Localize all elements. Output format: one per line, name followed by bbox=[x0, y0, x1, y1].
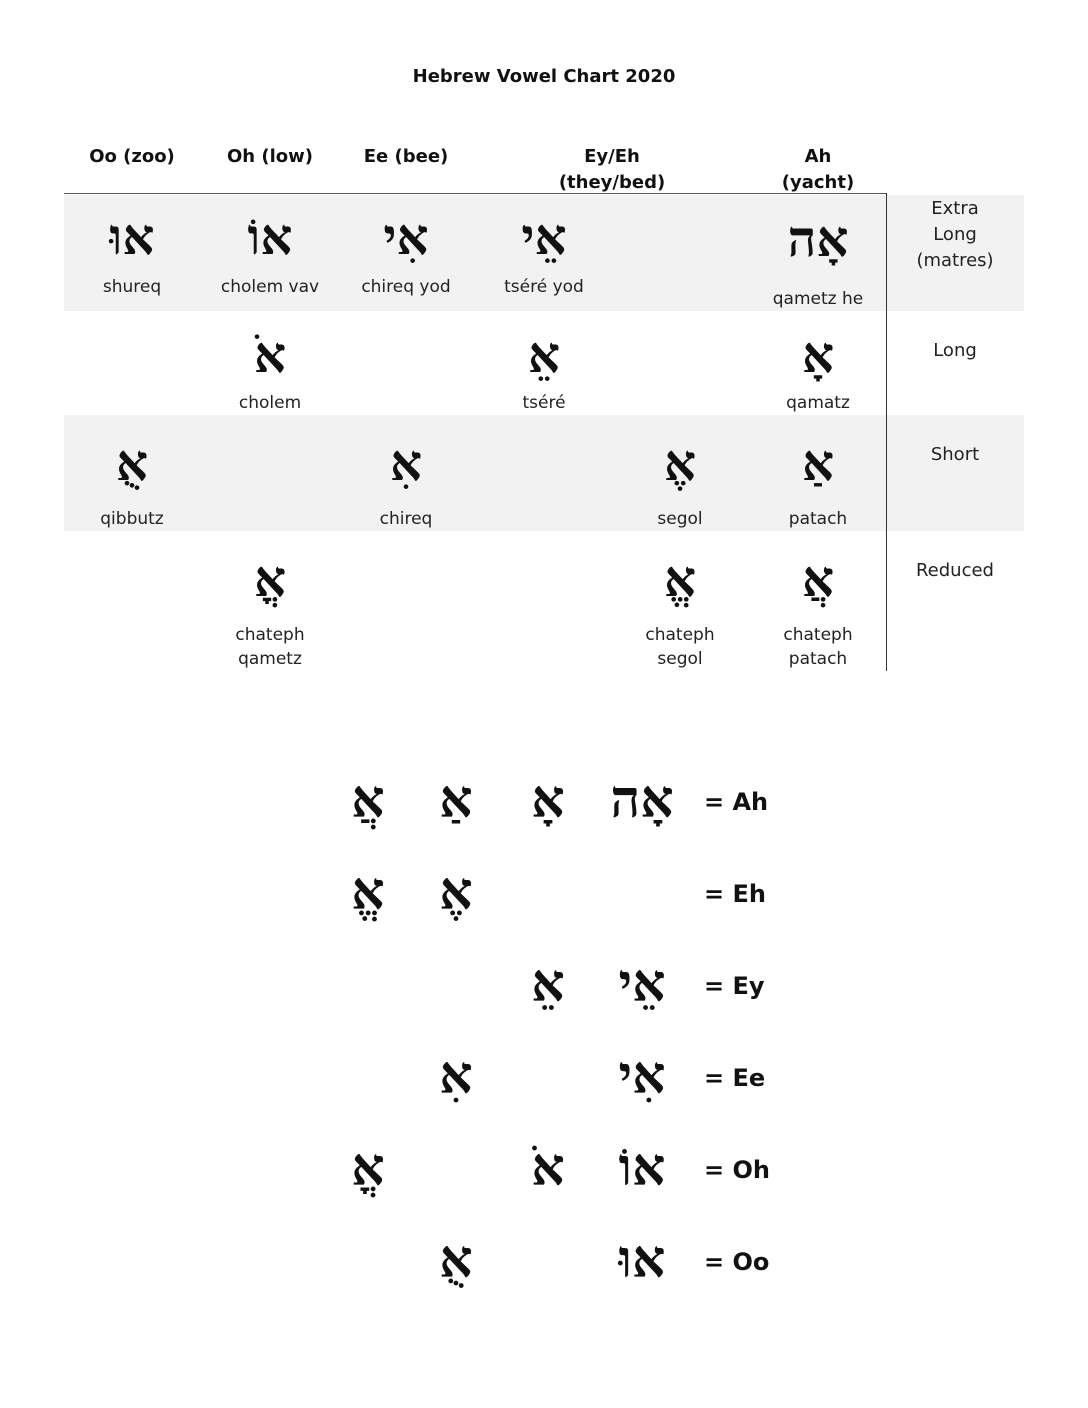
column-header-oo-text: Oo (zoo) bbox=[89, 146, 175, 167]
glyph-qamatz: אָ bbox=[801, 325, 835, 384]
summary-ee-glyph-3: אִ bbox=[439, 1045, 473, 1106]
summary-oh-glyph-4: אֳ bbox=[351, 1137, 385, 1198]
column-header-ey-eh bbox=[544, 144, 680, 196]
summary-oh-glyph-2: אֹ bbox=[531, 1137, 565, 1198]
cell-chateph-segol bbox=[612, 531, 748, 671]
cell-chireq bbox=[338, 415, 474, 531]
summary-eh-label: = Eh bbox=[704, 880, 766, 908]
glyph-chateph-segol: אֱ bbox=[663, 549, 697, 608]
cell-tsere-yod bbox=[476, 195, 612, 311]
cell-cholem-vav bbox=[202, 195, 338, 311]
cell-chateph-patach bbox=[750, 531, 886, 671]
label-cholem: cholem bbox=[238, 393, 302, 413]
label-chateph-qametz-line2: qametz bbox=[238, 649, 302, 669]
cell-segol bbox=[612, 415, 748, 531]
summary-ey-glyph-1: אֵי bbox=[618, 953, 666, 1014]
label-tsere: tséré bbox=[522, 393, 566, 413]
cell-qametz-he bbox=[750, 195, 886, 311]
label-chateph-patach-line1: chateph bbox=[783, 625, 853, 645]
chart-title: Hebrew Vowel Chart 2020 bbox=[412, 66, 676, 87]
column-header-ee-text: Ee (bee) bbox=[363, 146, 449, 167]
summary-ah-glyph-3: אַ bbox=[439, 769, 473, 830]
cell-patach bbox=[750, 415, 886, 531]
cell-shureq bbox=[64, 195, 200, 311]
glyph-tsere-yod: אֵי bbox=[521, 207, 567, 266]
summary-oo-glyph-3: אֻ bbox=[439, 1229, 473, 1290]
glyph-cholem: אֹ bbox=[253, 325, 287, 384]
label-chateph-patach-line2: patach bbox=[788, 649, 848, 669]
summary-oh-glyph-1: אוֹ bbox=[618, 1137, 666, 1198]
row-label-extra-long bbox=[888, 196, 1022, 274]
header-divider bbox=[64, 193, 887, 194]
row-label-extra-line2: Long bbox=[933, 224, 977, 245]
row-label-short: Short bbox=[930, 444, 980, 465]
glyph-qibbutz: אֻ bbox=[115, 433, 149, 492]
row-label-reduced: Reduced bbox=[915, 560, 994, 581]
cell-chireq-yod bbox=[338, 195, 474, 311]
glyph-cholem-vav: אוֹ bbox=[247, 207, 293, 266]
summary-ah-glyph-2: אָ bbox=[531, 769, 565, 830]
label-chateph-segol-line1: chateph bbox=[645, 625, 715, 645]
label-chireq: chireq bbox=[379, 509, 433, 529]
column-header-ey-line1: Ey/Eh bbox=[584, 146, 640, 167]
glyph-chateph-qametz: אֳ bbox=[253, 549, 287, 608]
summary-ey-glyph-2: אֵ bbox=[531, 953, 565, 1014]
column-header-ah-line2: (yacht) bbox=[781, 172, 855, 193]
summary-oh-label: = Oh bbox=[704, 1156, 770, 1184]
glyph-shureq: אוּ bbox=[109, 207, 155, 266]
summary-ah-label: = Ah bbox=[704, 788, 769, 816]
cell-cholem bbox=[202, 311, 338, 415]
summary-ey-label: = Ey bbox=[704, 972, 765, 1000]
glyph-tsere: אֵ bbox=[527, 325, 561, 384]
label-chateph-qametz-line1: chateph bbox=[235, 625, 305, 645]
column-header-oh bbox=[202, 144, 338, 170]
column-header-ey-line2: (they/bed) bbox=[558, 172, 666, 193]
column-header-ee bbox=[338, 144, 474, 170]
column-header-ah bbox=[750, 144, 886, 196]
cell-chateph-qametz bbox=[202, 531, 338, 671]
summary-eh-glyph-4: אֱ bbox=[351, 861, 385, 922]
summary-ah-glyph-1: אָה bbox=[610, 769, 674, 830]
label-chireq-yod: chireq yod bbox=[361, 277, 451, 297]
label-qametz-he: qametz he bbox=[772, 289, 864, 309]
row-label-extra-line3: (matres) bbox=[916, 250, 994, 271]
row-label-divider bbox=[886, 193, 887, 671]
label-tsere-yod: tséré yod bbox=[504, 277, 584, 297]
glyph-qametz-he: אָה bbox=[787, 209, 849, 268]
label-cholem-vav: cholem vav bbox=[220, 277, 320, 297]
summary-eh-glyph-3: אֶ bbox=[439, 861, 473, 922]
cell-qibbutz bbox=[64, 415, 200, 531]
row-label-long: Long bbox=[933, 340, 977, 361]
column-header-oh-text: Oh (low) bbox=[226, 146, 313, 167]
cell-qamatz bbox=[750, 311, 886, 415]
label-qibbutz: qibbutz bbox=[100, 509, 164, 529]
summary-ee-label: = Ee bbox=[704, 1064, 766, 1092]
glyph-patach: אַ bbox=[801, 433, 835, 492]
column-header-oo bbox=[64, 144, 200, 170]
column-header-ah-line1: Ah bbox=[804, 146, 832, 167]
summary-oo-glyph-1: אוּ bbox=[618, 1229, 666, 1290]
glyph-segol: אֶ bbox=[663, 433, 697, 492]
summary-ee-glyph-1: אִי bbox=[618, 1045, 666, 1106]
label-patach: patach bbox=[788, 509, 848, 529]
label-shureq: shureq bbox=[102, 277, 162, 297]
glyph-chateph-patach: אֲ bbox=[801, 549, 835, 608]
row-label-extra-line1: Extra bbox=[931, 198, 979, 219]
summary-ah-glyph-4: אֲ bbox=[351, 769, 385, 830]
label-segol: segol bbox=[657, 509, 703, 529]
label-qamatz: qamatz bbox=[786, 393, 850, 413]
summary-oo-label: = Oo bbox=[704, 1248, 770, 1276]
glyph-chireq: אִ bbox=[389, 433, 423, 492]
glyph-chireq-yod: אִי bbox=[383, 207, 429, 266]
cell-tsere bbox=[476, 311, 612, 415]
label-chateph-segol-line2: segol bbox=[657, 649, 703, 669]
